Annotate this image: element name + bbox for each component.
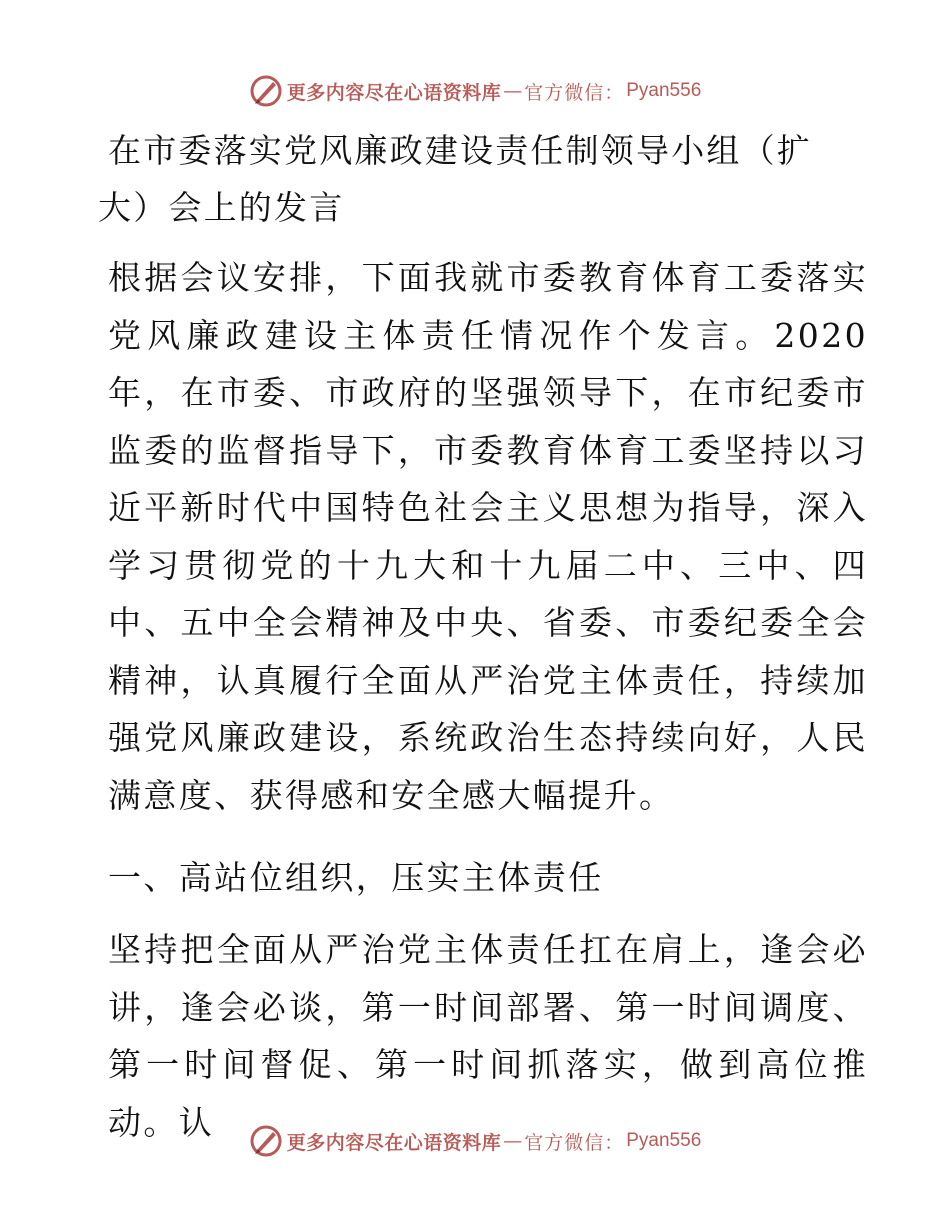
watermark-main-text: 更多内容尽在心语资料库 [286, 1131, 502, 1154]
paragraph-intro: 根据会议安排，下面我就市委教育体育工委落实党风廉政建设主体责任情况作个发言。2020年，在市委、市政府的坚强领导下，在市纪委市监委的监督指导下，市委教育体育工委坚持以习近平新时代中国特色社会主义思想为指导，深入学习贯彻党的十九大和十九届二中、三中、四中、五中全会精神及中央、省委、市委纪委全会精神，认真履行全面从严治党主体责任，持续加强党风廉政建设，系统政治生态持续向好，人民满意度、获得感和安全感大幅提升。 [108, 258, 868, 815]
section-heading-1: 一、高站位组织，压实主体责任 [108, 858, 604, 897]
watermark-separator: — [503, 80, 523, 102]
footer-watermark [0, 1121, 950, 1161]
quill-logo-icon [249, 1124, 283, 1158]
quill-logo-icon [249, 74, 283, 108]
header-watermark [0, 71, 950, 111]
watermark-separator: — [503, 1130, 523, 1152]
watermark-wechat-id: Pyan556 [626, 1130, 702, 1151]
paragraph-section-1: 坚持把全面从严治党主体责任扛在肩上，逢会必讲，逢会必谈，第一时间部署、第一时间调度、第一时间督促、第一时间抓落实，做到高位推动。认 [108, 930, 868, 1142]
document-title [98, 122, 858, 236]
watermark-wechat-label: 官方微信： [524, 1131, 625, 1154]
watermark-wechat-label: 官方微信： [524, 81, 625, 104]
watermark-wechat-id: Pyan556 [626, 80, 702, 101]
watermark-main-text: 更多内容尽在心语资料库 [286, 81, 502, 104]
title-line-1: 在市委落实党风廉政建设责任制领导小组（扩 [108, 131, 812, 170]
title-line-2: 大）会上的发言 [98, 188, 345, 227]
